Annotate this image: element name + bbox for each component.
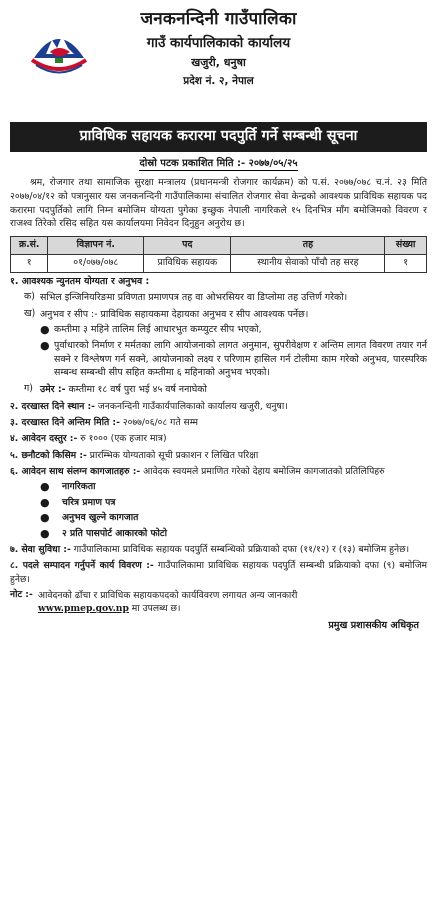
note-label: नोट :- <box>10 589 33 601</box>
section-job-description <box>10 559 427 586</box>
intro-paragraph: श्रम, रोजगार तथा सामाजिक सुरक्षा मन्त्रालय (प्रधानमन्त्री रोजगार कार्यक्रम) को प.सं. २०७७/०७८ च.नं. २३ मिति २०७७/०४/१२ को पत्रानुसार यस जनकनन्दिनी गाउँपालिकामा संचालित रोजगार सेवा केन्द्रको आवश्यक प्राविधिक सहायक पद करारमा पदपुर्तिको लागि निम्न बमोजिम योग्यता पुगेका इच्छुक नेपाली नागरिकले १५ दिनभित्र माँग बमोजिमको विवरण र राजश्व तिरेको रसिद सहित यस कार्यालयमा निवेदन दिनुहुन अनुरोध छ। <box>10 176 427 230</box>
document-text: अनुभव खुल्ने कागजात <box>62 512 139 524</box>
qualification-title: १. आवश्यक न्युनतम योग्यता र अनुभव : <box>10 275 150 287</box>
bullet-icon: ● <box>40 339 50 353</box>
section-deadline <box>10 416 427 429</box>
section-value: गाउँपालिकामा प्राविधिक सहायक पदपुर्ति सम्बन्धिको प्रक्रियाको दफा (११/१२) र (१३) बमोजिम हुनेछ। <box>70 543 410 555</box>
bullet-icon: ● <box>40 495 50 509</box>
document-item <box>10 528 427 540</box>
document-item <box>10 512 427 524</box>
document-text: २ प्रति पासपोर्ट आकारको फोटो <box>62 527 167 539</box>
pmep-link[interactable]: www.pmep.gov.np <box>38 603 129 615</box>
qualification-a <box>10 291 427 305</box>
signature: प्रमुख प्रशासकीय अधिकृत <box>328 619 419 631</box>
table-row <box>11 254 427 272</box>
col-ad-number: विज्ञापन नं. <box>48 237 144 255</box>
nepal-emblem-icon <box>28 18 90 80</box>
item-label: क) <box>24 291 35 303</box>
section-value: जनकनन्दिनी गाउँकार्यपालिकाको कार्यालय खजुरी, धनुषा। <box>95 400 288 412</box>
document-text: चरित्र प्रमाण पत्र <box>62 496 116 508</box>
bullet-text: कम्तीमा ३ महिने तालिम लिई आधारभुत कम्प्युटर सीप भएको, <box>54 324 262 336</box>
section-key: ८. पदले सम्पादन गर्नुपर्ने कार्य विवरण :- <box>10 560 154 572</box>
section-key: २. दरखास्त दिने स्थान :- <box>10 400 95 412</box>
vacancy-table <box>10 236 427 272</box>
cell-post: प्राविधिक सहायक <box>144 254 231 272</box>
item-text <box>40 383 427 397</box>
note-tail: मा उपलब्ध छ। <box>128 603 181 615</box>
municipality-title: जनकनन्दिनी गाउँपालिका <box>140 9 297 29</box>
document-text: नागरिकता <box>62 481 96 493</box>
section-value: २०७७/०६/०८ गते सम्म <box>119 416 198 428</box>
section-benefits <box>10 543 427 556</box>
section-key: ४. आवेदन दस्तुर :- <box>10 433 78 445</box>
section-value: प्रारम्भिक योग्यताको सूची प्रकाशन र लिखित परिक्षा <box>86 449 259 461</box>
section-key: ५. छनौटको किसिम :- <box>10 449 87 461</box>
bullet-icon: ● <box>40 526 50 540</box>
cell-serial: १ <box>11 254 48 272</box>
office-address: खजुरी, धनुषा <box>191 56 246 70</box>
document-item <box>10 497 427 509</box>
col-level: तह <box>231 237 385 255</box>
bullet-icon: ● <box>40 323 50 337</box>
notice-header <box>10 8 427 118</box>
office-name: गाउँ कार्यपालिकाको कार्यालय <box>146 34 291 51</box>
section-value: गाउँपालिकामा प्राविधिक सहायक पदपुर्ति सम्बन्धी प्रक्रियाको दफा (९) बमोजिम हुनेछ। <box>10 560 428 585</box>
age-key: उमेर :- <box>40 383 66 395</box>
item-text: अनुभव र सीप :- प्राविधिक सहायकमा देहायका अनुभव र सीप आवश्यक पर्नेछ। <box>40 308 309 320</box>
col-serial: क्र.सं. <box>11 237 48 255</box>
col-post: पद <box>144 237 231 255</box>
section-key: ३. दरखास्त दिने अन्तिम मिति :- <box>10 416 120 428</box>
bullet-item <box>10 339 427 380</box>
qualification-b <box>10 308 427 322</box>
bullet-icon: ● <box>40 511 50 525</box>
cell-ad-number: ०१/०७७/०७८ <box>48 254 144 272</box>
section-fee <box>10 432 427 445</box>
section-key: ६. आवेदन साथ संलग्न कागजातहरु :- <box>10 465 141 477</box>
bullet-item <box>10 323 427 337</box>
bullet-icon: ● <box>40 480 50 494</box>
section-venue <box>10 400 427 413</box>
publish-date-text: दोस्रो पटक प्रकाशित मिति :- २०७७/०५/२५ <box>139 158 298 170</box>
document-item <box>10 481 427 493</box>
province-line: प्रदेश नं. २, नेपाल <box>183 75 254 87</box>
item-label: ख) <box>24 307 36 319</box>
section-documents <box>10 465 427 478</box>
notice-banner: प्राविधिक सहायक करारमा पदपुर्ति गर्ने सम्बन्धी सूचना <box>10 122 427 152</box>
section-key: ७. सेवा सुविधा :- <box>10 543 71 555</box>
publish-date <box>10 157 427 171</box>
item-text: सभिल इन्जिनियरिङमा प्रविणता प्रमाणपत्र तह वा ओभरसियर वा डिप्लोमा तह उत्तिर्ण गरेको। <box>40 292 348 304</box>
table-header-row <box>11 237 427 255</box>
cell-level: स्थानीय सेवाको पाँचौ तह सरह <box>231 254 385 272</box>
section-selection <box>10 449 427 462</box>
qualification-c <box>10 383 427 397</box>
item-label: ग) <box>24 382 33 394</box>
section-value: रु १००० (एक हजार मात्र) <box>77 433 167 445</box>
note-text: आवेदनको ढाँचा र प्राविधिक सहायकपदको कार्यविवरण लगायत अन्य जानकारी <box>38 590 298 602</box>
section-qualification <box>10 276 427 397</box>
section-value: आवेदक स्वयमले प्रमाणित गरेको देहाय बमोजिम कागजातको प्रतिलिपिहरु <box>140 465 385 477</box>
col-count: संख्या <box>385 237 427 255</box>
note-section <box>10 589 427 616</box>
age-value: कम्तीमा १८ वर्ष पुरा भई ४५ वर्ष ननाघेको <box>65 383 207 395</box>
cell-count: १ <box>385 254 427 272</box>
bullet-text: पुर्वाधारको निर्माण र मर्मतका लागि आयोजनाको लागत अनुमान, सुपरीवेक्षण र अन्तिम लागत विवरण तयार गर्न सक्ने र विश्लेषण गर्न सक्ने, आयोजनाको लक्ष्य र परिणाम हासिल गर्न टोलीमा काम गरेको अनुभव, पारस्परिक सम्बन्ध सम्बन्धी सीप सहित कम्तीमा ६ महिनाको अनुभव भएको। <box>54 340 427 379</box>
